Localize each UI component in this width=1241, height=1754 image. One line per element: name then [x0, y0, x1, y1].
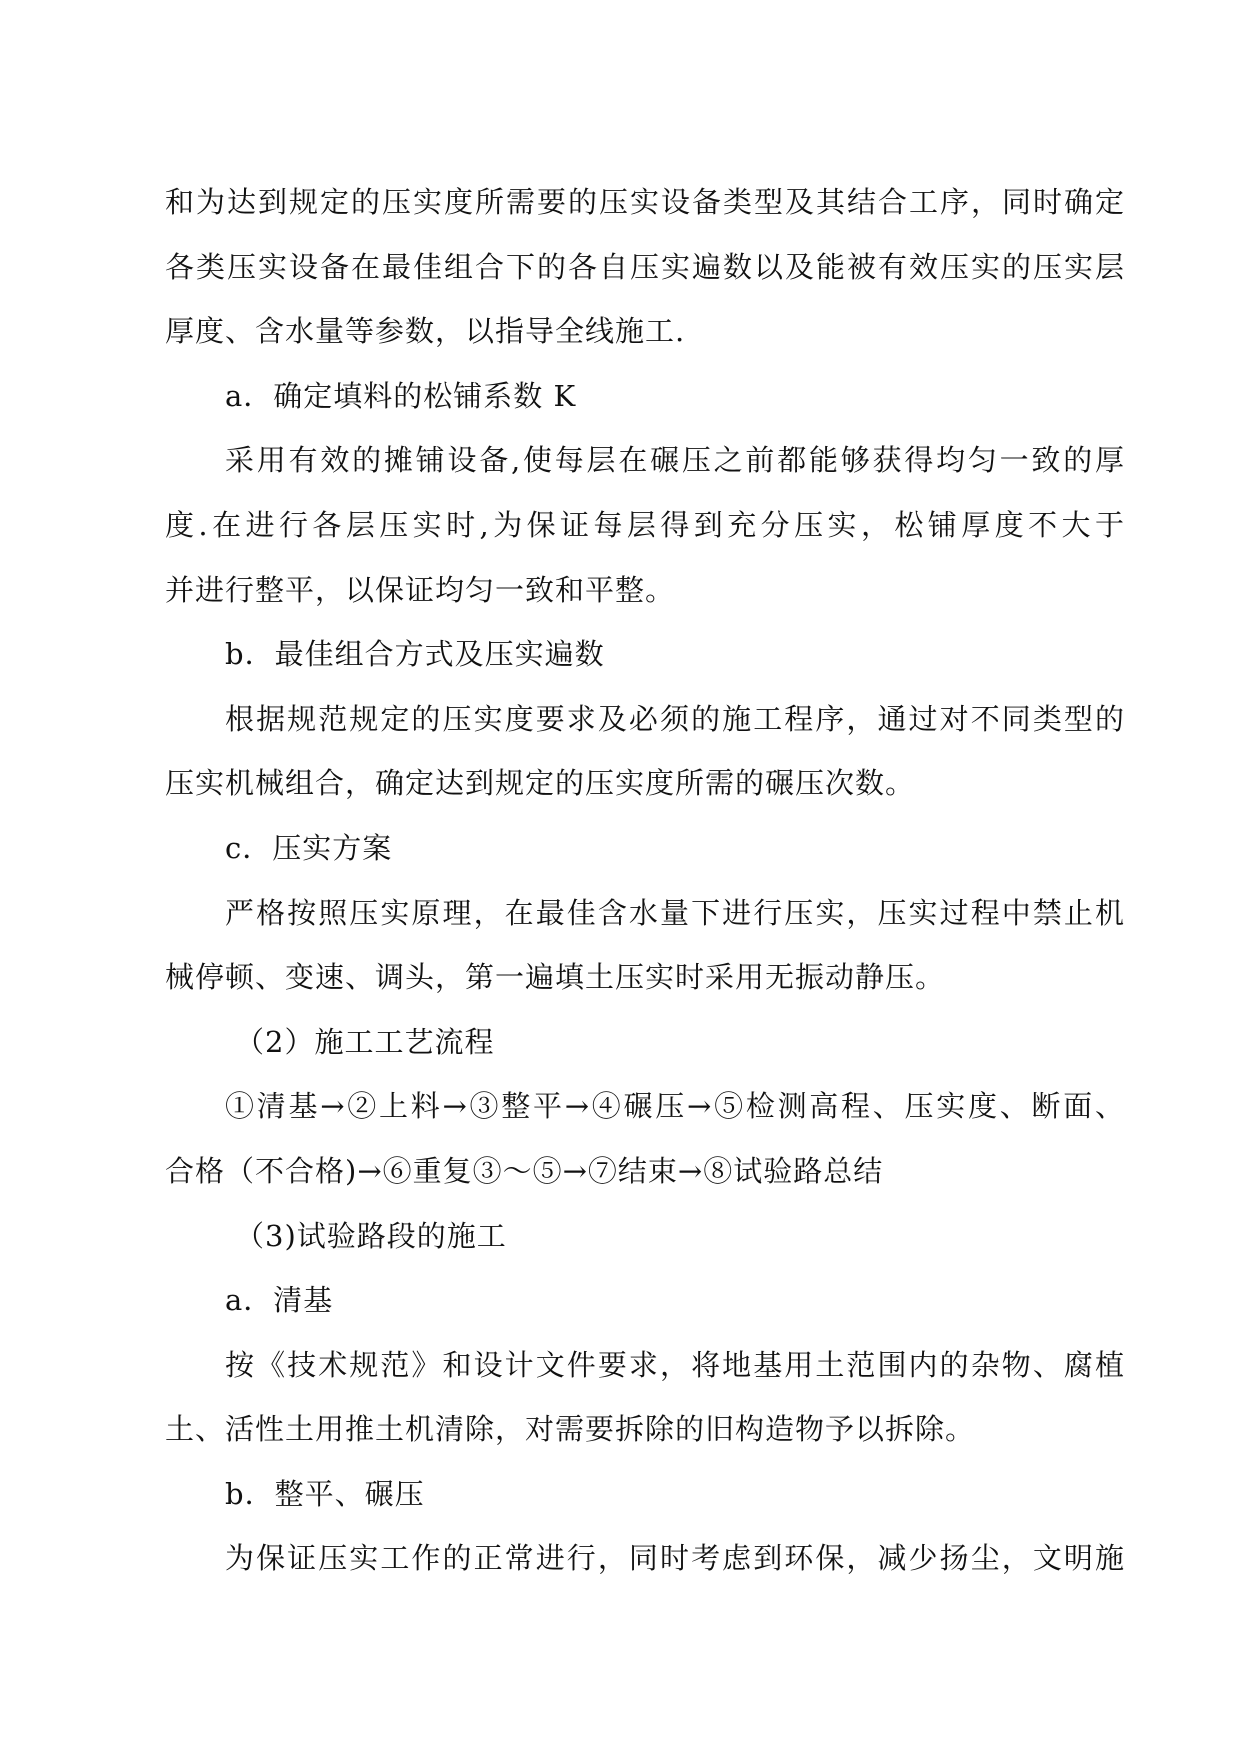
body-text	[165, 170, 1125, 1591]
paragraph-line: 根据规范规定的压实度要求及必须的施工程序，通过对不同类型的	[225, 701, 1125, 736]
paragraph-line: 土、活性土用推土机清除，对需要拆除的旧构造物予以拆除。	[165, 1412, 976, 1447]
section-heading: （2）施工工艺流程	[235, 1024, 495, 1059]
section-heading: c．压实方案	[225, 830, 393, 865]
paragraph-line: 各类压实设备在最佳组合下的各自压实遍数以及能被有效压实的压实层	[165, 249, 1125, 284]
paragraph-line: ①清基→②上料→③整平→④碾压→⑤检测高程、压实度、断面、	[225, 1089, 1125, 1124]
section-heading: a．确定填料的松铺系数 K	[225, 378, 577, 413]
paragraph-line: 采用有效的摊铺设备,使每层在碾压之前都能够获得均匀一致的厚	[225, 443, 1125, 478]
paragraph-line: 并进行整平，以保证均匀一致和平整。	[165, 572, 676, 607]
paragraph-line: 械停顿、变速、调头，第一遍填土压实时采用无振动静压。	[165, 960, 946, 995]
section-heading: b．最佳组合方式及压实遍数	[225, 637, 605, 672]
paragraph-line: 厚度、含水量等参数，以指导全线施工.	[165, 314, 686, 349]
paragraph-line: 为保证压实工作的正常进行，同时考虑到环保，减少扬尘，文明施	[225, 1541, 1125, 1576]
paragraph-line: 严格按照压实原理，在最佳含水量下进行压实，压实过程中禁止机	[225, 895, 1125, 930]
section-heading: （3)试验路段的施工	[235, 1218, 507, 1253]
section-heading: b．整平、碾压	[225, 1476, 425, 1511]
paragraph-line: 度.在进行各层压实时,为保证每层得到充分压实，松铺厚度不大于	[165, 507, 1125, 542]
section-heading: a．清基	[225, 1283, 334, 1318]
paragraph-line: 压实机械组合，确定达到规定的压实度所需的碾压次数。	[165, 766, 916, 801]
paragraph-line: 和为达到规定的压实度所需要的压实设备类型及其结合工序，同时确定	[165, 185, 1125, 219]
paragraph-line: 合格（不合格)→⑥重复③～⑤→⑦结束→⑧试验路总结	[165, 1153, 884, 1188]
paragraph-line: 按《技术规范》和设计文件要求，将地基用土范围内的杂物、腐植	[225, 1347, 1125, 1382]
